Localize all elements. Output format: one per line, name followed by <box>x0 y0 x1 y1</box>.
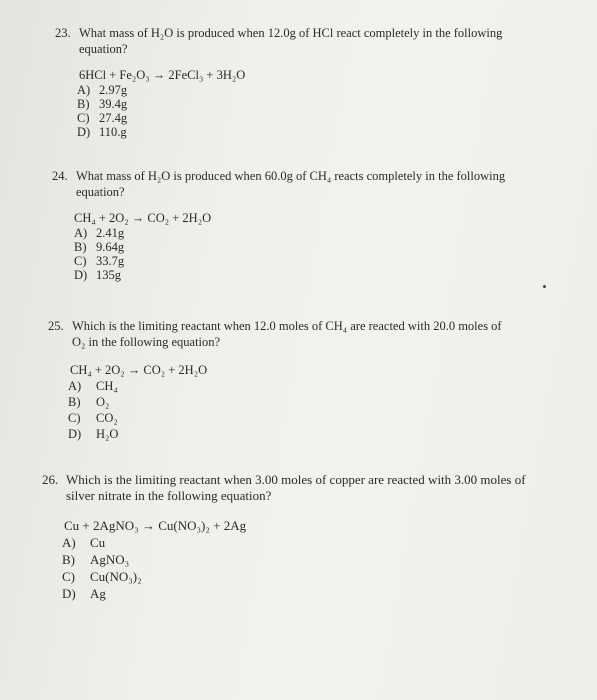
question-stem <box>55 25 555 57</box>
question-number: 24. <box>52 169 68 183</box>
question-text-line2: silver nitrate in the following equation? <box>66 488 272 503</box>
option-letter: D) <box>77 125 91 139</box>
chemical-equation: 6HCl + Fe₂O₃ → 2FeCl₃ + 3H₂O <box>79 68 246 82</box>
question-24 <box>52 168 562 282</box>
option-text: CH₄ <box>96 379 118 393</box>
option-letter: B) <box>68 395 81 409</box>
option-text: Ag <box>90 586 106 601</box>
chemical-equation: CH₄ + 2O₂ → CO₂ + 2H₂O <box>74 211 212 225</box>
option-text: 39.4g <box>99 97 128 111</box>
option-text: 9.64g <box>96 240 125 254</box>
option-letter: A) <box>62 535 76 550</box>
option-text: Cu <box>90 535 106 550</box>
option-text: 33.7g <box>96 254 125 268</box>
option-text: O₂ <box>96 395 110 409</box>
option-text: H₂O <box>96 427 119 441</box>
option-letter: A) <box>77 83 91 97</box>
option-letter: B) <box>74 240 87 254</box>
option-a[interactable] <box>77 83 555 97</box>
option-d[interactable] <box>74 268 562 282</box>
option-d[interactable] <box>77 125 555 139</box>
question-25 <box>48 318 568 442</box>
question-text-line2: equation? <box>79 42 128 56</box>
chemical-equation: CH₄ + 2O₂ → CO₂ + 2H₂O <box>70 363 208 377</box>
option-b[interactable] <box>62 551 577 568</box>
option-a[interactable] <box>68 378 568 394</box>
answer-options <box>48 378 568 442</box>
option-text: 27.4g <box>99 111 128 125</box>
option-text: Cu(NO₃)₂ <box>90 569 142 584</box>
option-d[interactable] <box>62 585 577 602</box>
option-a[interactable] <box>62 534 577 551</box>
option-text: 110.g <box>99 125 127 139</box>
question-number: 26. <box>42 472 59 487</box>
option-letter: D) <box>74 268 88 282</box>
option-c[interactable] <box>62 568 577 585</box>
option-b[interactable] <box>68 394 568 410</box>
option-letter: B) <box>77 97 90 111</box>
option-c[interactable] <box>68 410 568 426</box>
chemical-equation: Cu + 2AgNO₃ → Cu(NO₃)₂ + 2Ag <box>64 518 247 533</box>
option-b[interactable] <box>74 240 562 254</box>
option-text: 2.97g <box>99 83 128 97</box>
option-letter: D) <box>68 427 82 441</box>
question-text-line2: O₂ in the following equation? <box>72 335 221 349</box>
option-letter: C) <box>77 111 90 125</box>
option-c[interactable] <box>74 254 562 268</box>
question-23 <box>55 25 555 139</box>
question-number: 23. <box>55 26 71 40</box>
option-letter: C) <box>68 411 81 425</box>
option-letter: A) <box>74 226 88 240</box>
option-letter: D) <box>62 586 76 601</box>
option-text: AgNO₃ <box>90 552 130 567</box>
option-text: 135g <box>96 268 121 282</box>
option-b[interactable] <box>77 97 555 111</box>
question-26 <box>42 472 577 602</box>
question-stem <box>42 472 577 504</box>
option-letter: B) <box>62 552 75 567</box>
answer-options <box>55 83 555 139</box>
option-letter: C) <box>62 569 75 584</box>
option-a[interactable] <box>74 226 562 240</box>
question-stem <box>48 318 568 350</box>
question-stem <box>52 168 562 200</box>
option-letter: C) <box>74 254 87 268</box>
option-d[interactable] <box>68 426 568 442</box>
question-text-line1: What mass of H₂O is produced when 60.0g of CH₄ reacts completely in the following <box>76 169 506 183</box>
question-text-line2: equation? <box>76 185 125 199</box>
option-text: 2.41g <box>96 226 125 240</box>
question-text-line1: Which is the limiting reactant when 12.0 moles of CH₄ are reacted with 20.0 moles of <box>72 319 502 333</box>
question-text-line1: Which is the limiting reactant when 3.00 moles of copper are reacted with 3.00 moles of <box>66 472 526 487</box>
pen-mark <box>543 285 546 288</box>
option-c[interactable] <box>77 111 555 125</box>
answer-options <box>52 226 562 282</box>
option-text: CO₂ <box>96 411 118 425</box>
option-letter: A) <box>68 379 82 393</box>
answer-options <box>42 534 577 602</box>
question-number: 25. <box>48 319 64 333</box>
question-text-line1: What mass of H₂O is produced when 12.0g of HCl react completely in the following <box>79 26 503 40</box>
